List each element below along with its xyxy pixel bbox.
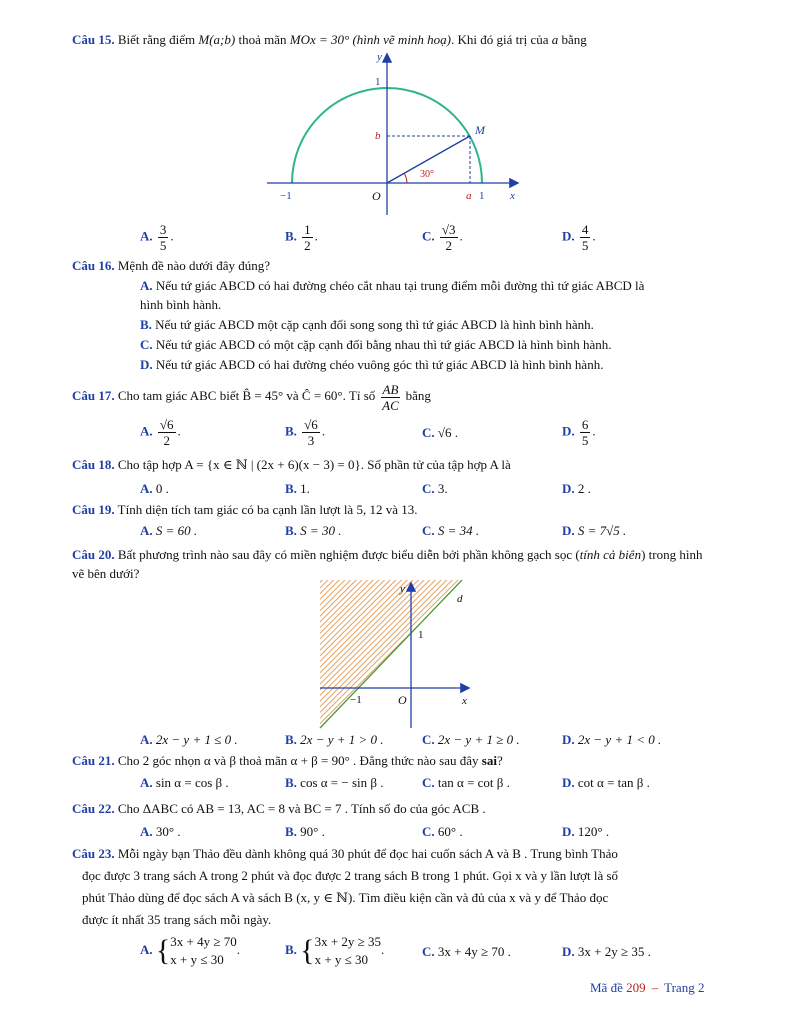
- q22-option-c[interactable]: C. 60° .: [422, 824, 463, 839]
- svg-text:d: d: [457, 593, 463, 605]
- q20-option-a[interactable]: A. 2x − y + 1 ≤ 0 .: [140, 732, 238, 747]
- svg-text:O: O: [398, 693, 407, 707]
- q20-option-d[interactable]: D. 2x − y + 1 < 0 .: [562, 732, 662, 747]
- svg-text:a: a: [466, 190, 472, 202]
- q19-option-a[interactable]: A. S = 60 .: [140, 523, 198, 538]
- question-19-stem: Câu 19. Tính diện tích tam giác có ba cạnh lần lượt là 5, 12 và 13.: [72, 502, 418, 517]
- question-label: Câu 15.: [72, 32, 115, 47]
- svg-text:1: 1: [479, 190, 485, 202]
- q23-option-b[interactable]: B. {3x + 2y ≥ 35 x + y ≤ 30.: [285, 934, 385, 967]
- q17-option-d[interactable]: D. $\frac{6}{5}$ .: [562, 417, 596, 448]
- q16-option-b[interactable]: B. Nếu tứ giác ABCD một cặp cạnh đối song song thì tứ giác ABCD là hình bình hành.: [140, 317, 594, 332]
- q19-option-d[interactable]: D. S = 7√5 .: [562, 523, 627, 538]
- q18-option-a[interactable]: A. 0 .: [140, 481, 169, 496]
- q19-option-b[interactable]: B. S = 30 .: [285, 523, 342, 538]
- question-18-stem: Câu 18. Cho tập hợp A = {x ∈ ℕ | (2x + 6)(x − 3) = 0}. Số phần tử của tập hợp A là: [72, 457, 511, 472]
- svg-text:y: y: [400, 583, 405, 595]
- svg-text:1: 1: [375, 76, 381, 88]
- q15-option-b[interactable]: B. $\frac{1}{2}$ .: [285, 222, 318, 253]
- q18-option-b[interactable]: B. 1.: [285, 481, 310, 496]
- q19-option-c[interactable]: C. S = 34 .: [422, 523, 480, 538]
- q18-option-d[interactable]: D. 2 .: [562, 481, 591, 496]
- q17-option-a[interactable]: A. $\frac{√6}{2}$ .: [140, 417, 181, 448]
- question-22-stem: Câu 22. Cho ΔABC có AB = 13, AC = 8 và BC = 7 . Tính số đo của góc ACB .: [72, 801, 486, 816]
- q22-option-a[interactable]: A. 30° .: [140, 824, 181, 839]
- angle-expression: MOx = 30°: [289, 32, 350, 47]
- q16-option-a[interactable]: A. Nếu tứ giác ABCD có hai đường chéo cắt nhau tại trung điểm mỗi đường thì tứ giác ABCD là hình bình hành.: [140, 278, 645, 312]
- svg-text:1: 1: [418, 629, 424, 641]
- question-15-stem: Câu 15. Biết rằng điểm M(a;b) thoả mãn MOx = 30° (hình vẽ minh hoạ). Khi đó giá trị của a bằng: [72, 32, 587, 47]
- q22-option-d[interactable]: D. 120° .: [562, 824, 610, 839]
- unit-circle-figure: [262, 50, 532, 220]
- svg-text:−1: −1: [350, 694, 362, 706]
- q17-option-b[interactable]: B. $\frac{√6}{3}$ .: [285, 417, 326, 448]
- q15-option-a[interactable]: A. $\frac{3}{5}$ .: [140, 222, 174, 253]
- q15-option-d[interactable]: D. $\frac{4}{5}$ .: [562, 222, 596, 253]
- q23-option-a[interactable]: A. {3x + 4y ≥ 70 x + y ≤ 30.: [140, 934, 241, 967]
- question-23-stem: Câu 23. Mỗi ngày bạn Thảo đều dành không quá 30 phút để đọc hai cuốn sách A và B . Trung bình Thảo đọc được 3 trang sách A trong 2 phút và đọc được 2 trang sách B trong 1 phút. Gọi x và y lần lượt là số phút Thảo dùng để đọc sách A và sách B (x, y ∈ ℕ). Tìm điều kiện cần và đủ của x và y để Thảo đọc được ít nhất 35 trang sách mỗi ngày.: [72, 846, 619, 927]
- q21-option-a[interactable]: A. sin α = cos β .: [140, 775, 229, 790]
- q18-option-c[interactable]: C. 3.: [422, 481, 448, 496]
- svg-text:O: O: [372, 189, 381, 203]
- page-footer: Mã đề 209 – Trang 2: [590, 980, 705, 995]
- svg-text:b: b: [375, 130, 381, 142]
- q15-option-c[interactable]: C. $\frac{√3}{2}$ .: [422, 222, 463, 253]
- question-16-stem: Câu 16. Mệnh đề nào dưới đây đúng?: [72, 258, 271, 273]
- q20-option-b[interactable]: B. 2x − y + 1 > 0 .: [285, 732, 384, 747]
- svg-text:y: y: [377, 51, 382, 63]
- q21-option-d[interactable]: D. cot α = tan β .: [562, 775, 650, 790]
- question-17-stem: Câu 17. Cho tam giác ABC biết B̂ = 45° và Ĉ = 60°. Tỉ số $\frac{AB}{AC}$ bằng: [72, 381, 431, 413]
- svg-text:M: M: [475, 123, 485, 137]
- svg-text:−1: −1: [280, 190, 292, 202]
- svg-text:x: x: [462, 695, 467, 707]
- angle-arc: [404, 173, 407, 183]
- q16-option-c[interactable]: C. Nếu tứ giác ABCD có một cặp cạnh đối bằng nhau thì tứ giác ABCD là hình bình hành.: [140, 337, 612, 352]
- q22-option-b[interactable]: B. 90° .: [285, 824, 325, 839]
- q17-option-c[interactable]: C. √6 .: [422, 425, 459, 440]
- svg-text:x: x: [510, 190, 515, 202]
- q21-option-b[interactable]: B. cos α = − sin β .: [285, 775, 384, 790]
- q21-option-c[interactable]: C. tan α = cot β .: [422, 775, 510, 790]
- svg-text:30°: 30°: [420, 169, 434, 180]
- q20-option-c[interactable]: C. 2x − y + 1 ≥ 0 .: [422, 732, 520, 747]
- q23-option-d[interactable]: D. 3x + 2y ≥ 35 .: [562, 944, 651, 959]
- question-21-stem: Câu 21. Cho 2 góc nhọn α và β thoả mãn α + β = 90° . Đẳng thức nào sau đây sai?: [72, 753, 503, 768]
- q16-option-d[interactable]: D. Nếu tứ giác ABCD có hai đường chéo vuông góc thì tứ giác ABCD là hình bình hành.: [140, 357, 604, 372]
- half-plane-figure: [316, 580, 476, 730]
- question-20-stem: Câu 20. Bất phương trình nào sau đây có miền nghiệm được biểu diễn bởi phần không gạch sọc (tính cả biên) trong hình vẽ bên dưới?: [72, 547, 703, 581]
- q23-option-c[interactable]: C. 3x + 4y ≥ 70 .: [422, 944, 511, 959]
